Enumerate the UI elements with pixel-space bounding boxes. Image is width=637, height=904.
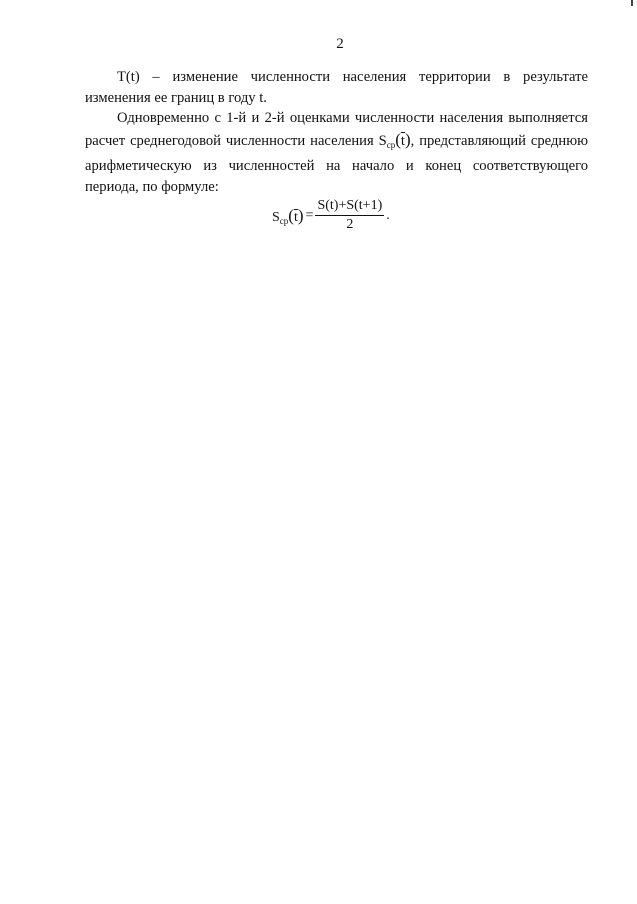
formula-denominator: 2 bbox=[346, 217, 354, 232]
symbol-subscript: ср bbox=[386, 140, 396, 150]
paragraph-definition-text: T(t) – изменение численности населения территории в результате изменения ее границ в году t. bbox=[85, 69, 588, 106]
symbol-base: S bbox=[378, 133, 387, 149]
paragraph-definition bbox=[85, 67, 588, 109]
formula-lhs-argument: $\overline{t}$ bbox=[293, 210, 298, 225]
formula-lhs-subscript: ср bbox=[279, 216, 289, 226]
formula-equals: = bbox=[305, 208, 314, 223]
inline-symbol-s-avg: $S_{ср}(\overline{t})$ bbox=[378, 130, 411, 150]
paragraph-text-before-symbol: Одновременно с 1-й и 2-й оценками численности населения выполняется расчет среднегодовой численности населения bbox=[85, 110, 588, 149]
average-population-formula bbox=[272, 198, 390, 234]
paragraph-average-population bbox=[85, 108, 588, 198]
formula-lhs-base: S bbox=[272, 210, 280, 225]
formula-lhs: $S_{ср}(\overline{t})$ bbox=[272, 206, 304, 226]
symbol-argument: $\overline{t}$ bbox=[400, 133, 405, 149]
formula-numerator: S(t)+S(t+1) bbox=[315, 198, 384, 216]
formula-end-punctuation: . bbox=[386, 208, 390, 223]
paragraph-text-after-symbol: , представляющий среднюю арифметическую из численностей на начало и конец соответствующего периода, по формуле: bbox=[85, 133, 589, 195]
scan-corner-mark bbox=[631, 0, 633, 6]
page-number: 2 bbox=[336, 36, 344, 52]
formula-fraction bbox=[315, 198, 384, 234]
